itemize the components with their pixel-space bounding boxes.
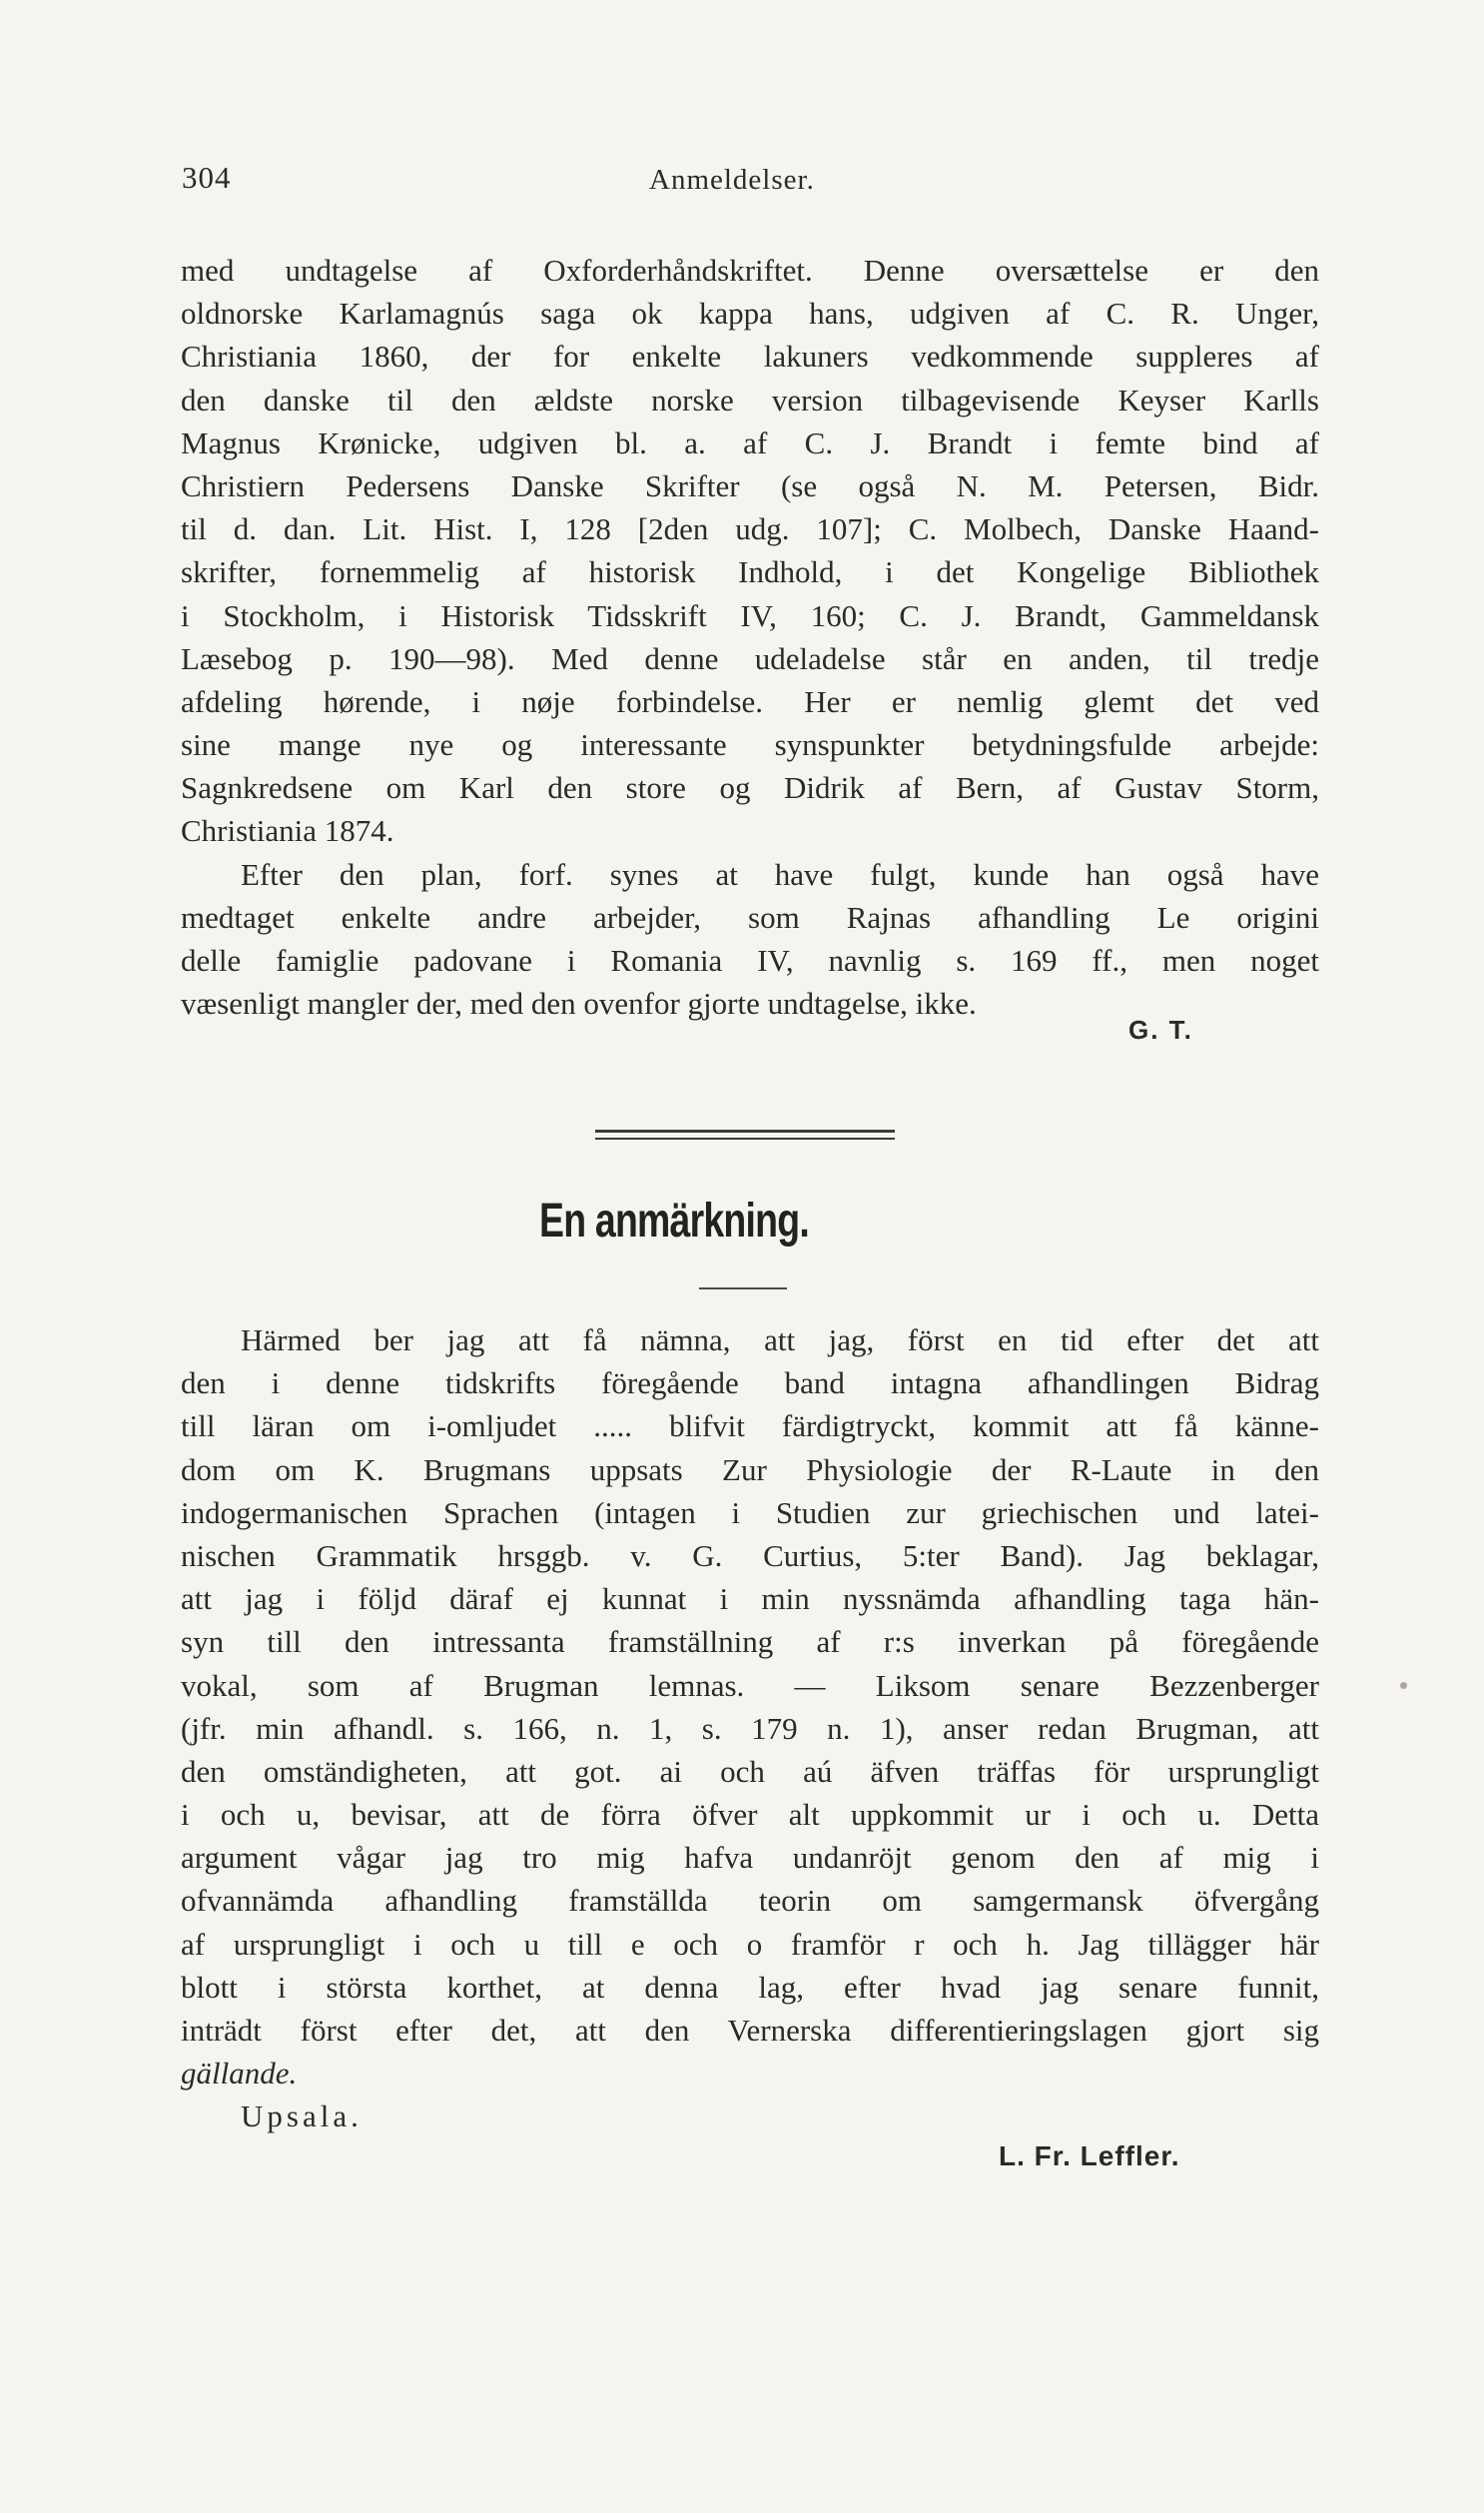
review-line: Efter den plan, forf. synes at have fulgt, kunde han også have <box>241 856 1319 892</box>
note-line: nischen Grammatik hrsggb. v. G. Curtius, 5:ter Band). Jag beklagar, <box>181 1537 1319 1573</box>
review-line: medtaget enkelte andre arbejder, som Rajnas afhandling Le origini <box>181 899 1319 935</box>
note-line: syn till den intressanta framställning af r:s inverkan på föregående <box>181 1624 1319 1660</box>
review-line: den danske til den ældste norske version tilbagevisende Keyser Karlls <box>181 382 1319 418</box>
review-line: til d. dan. Lit. Hist. I, 128 [2den udg. 107]; C. Molbech, Danske Haand- <box>181 511 1319 547</box>
review-line: i Stockholm, i Historisk Tidsskrift IV, 160; C. J. Brandt, Gammeldansk <box>181 597 1319 633</box>
review-line: oldnorske Karlamagnús saga ok kappa hans, udgiven af C. R. Unger, <box>181 296 1319 332</box>
running-head <box>180 160 1318 200</box>
review-line: Christiern Pedersens Danske Skrifter (se også N. M. Petersen, Bidr. <box>181 467 1319 503</box>
review-line: delle famiglie padovane i Romania IV, navnlig s. 169 ff., men noget <box>181 943 1319 978</box>
note-line: gällande. <box>181 2056 298 2092</box>
author-signature: L. Fr. Leffler. <box>999 2140 1180 2171</box>
margin-mark <box>1400 1682 1407 1689</box>
review-line: væsenligt mangler der, med den ovenfor gjorte undtagelse, ikke. <box>181 986 977 1022</box>
review-line: Sagnkredsene om Karl den store og Didrik af Bern, af Gustav Storm, <box>181 770 1319 806</box>
place-name: Upsala. <box>241 2098 363 2134</box>
place-line <box>181 2094 1319 2137</box>
review-line: med undtagelse af Oxforderhåndskriftet. Denne oversættelse er den <box>181 253 1319 288</box>
review-line: sine mange nye og interessante synspunkter betydningsfulde arbejde: <box>181 727 1319 763</box>
note-line: ofvannämda afhandling framställda teorin om samgermansk öfvergång <box>181 1883 1319 1919</box>
note-line: den i denne tidskrifts föregående band intagna afhandlingen Bidrag <box>181 1365 1319 1401</box>
note-line: vokal, som af Brugman lemnas. — Liksom senare Bezzenberger <box>181 1667 1319 1703</box>
note-line: argument vågar jag tro mig hafva undanröjt genom den af mig i <box>181 1840 1319 1876</box>
note-line: den omständigheten, att got. ai och aú äfven träffas för ursprungligt <box>181 1753 1319 1789</box>
title-underline <box>699 1287 787 1289</box>
note-paragraph <box>181 1318 1319 2138</box>
note-line: inträdt först efter det, att den Vernerska differentieringslagen gjort sig <box>181 2013 1319 2048</box>
review-line: Magnus Krønicke, udgiven bl. a. af C. J. Brandt i femte bind af <box>181 424 1319 460</box>
note-line: Härmed ber jag att få nämna, att jag, först en tid efter det att <box>241 1322 1319 1357</box>
note-line: af ursprungligt i och u till e och o framför r och h. Jag tillägger här <box>181 1926 1319 1962</box>
note-line: att jag i följd däraf ej kunnat i min nyssnämda afhandling taga hän- <box>181 1581 1319 1617</box>
note-line: till läran om i-omljudet ..... blifvit färdigtryckt, kommit att få känne- <box>181 1408 1319 1444</box>
page-number: 304 <box>182 160 232 195</box>
reviewer-initials: G. T. <box>1128 1015 1193 1045</box>
note-line: blott i största korthet, at denna lag, efter hvad jag senare funnit, <box>181 1969 1319 2005</box>
review-line: afdeling hørende, i nøje forbindelse. Her er nemlig glemt det ved <box>181 683 1319 719</box>
section-title: En anmärkning. <box>539 1195 809 1248</box>
review-line: Christiania 1874. <box>181 813 394 849</box>
review-line: Christiania 1860, der for enkelte lakuners vedkommende suppleres af <box>181 339 1319 375</box>
note-line: indogermanischen Sprachen (intagen i Studien zur griechischen und latei- <box>181 1494 1319 1530</box>
note-line: dom om K. Brugmans uppsats Zur Physiologie der R-Laute in den <box>181 1451 1319 1487</box>
note-line: (jfr. min afhandl. s. 166, n. 1, s. 179 n. 1), anser redan Brugman, att <box>181 1710 1319 1746</box>
running-title: Anmeldelser. <box>649 164 815 196</box>
review-paragraphs <box>181 249 1319 1025</box>
review-line: skrifter, fornemmelig af historisk Indhold, i det Kongelige Bibliothek <box>181 554 1319 590</box>
note-line: i och u, bevisar, att de förra öfver alt uppkommit ur i och u. Detta <box>181 1797 1319 1833</box>
section-divider <box>595 1130 895 1140</box>
review-line: Læsebog p. 190—98). Med denne udeladelse står en anden, til tredje <box>181 640 1319 676</box>
